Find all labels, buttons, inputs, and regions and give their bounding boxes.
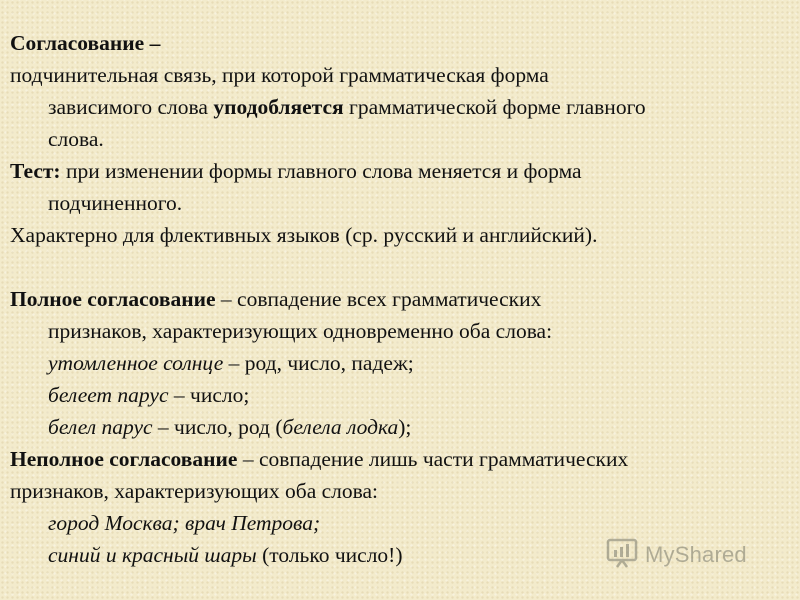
definition-line-3: слова. [48, 127, 104, 151]
example-line-4: город Москва; врач Петрова; [48, 511, 321, 535]
typology-line: Характерно для флективных языков (ср. русский и английский). [10, 223, 598, 247]
test-line-2: подчиненного. [48, 191, 183, 215]
definition-line-1: подчинительная связь, при которой грамматическая форма [10, 63, 549, 87]
presentation-board-icon [606, 537, 640, 574]
full-agreement-line-2: признаков, характеризующих одновременно оба слова: [48, 319, 553, 343]
test-line-1: Тест: при изменении формы главного слова меняется и форма [10, 159, 582, 183]
definition-line-2: зависимого слова уподобляется грамматической форме главного [48, 95, 646, 119]
example-line-2: белеет парус – число; [48, 383, 250, 407]
watermark-text: MyShared [645, 542, 747, 567]
example-line-1: утомленное солнце – род, число, падеж; [48, 351, 414, 375]
partial-agreement-line-1: Неполное согласование – совпадение лишь части грамматических [10, 447, 629, 471]
partial-agreement-line-2: признаков, характеризующих оба слова: [10, 479, 379, 503]
full-agreement-line-1: Полное согласование – совпадение всех грамматических [10, 287, 542, 311]
example-line-3: белел парус – число, род (белела лодка); [48, 415, 412, 439]
watermark [606, 538, 747, 572]
definition-title: Согласование – [10, 31, 161, 55]
example-line-5: синий и красный шары (только число!) [48, 543, 403, 567]
